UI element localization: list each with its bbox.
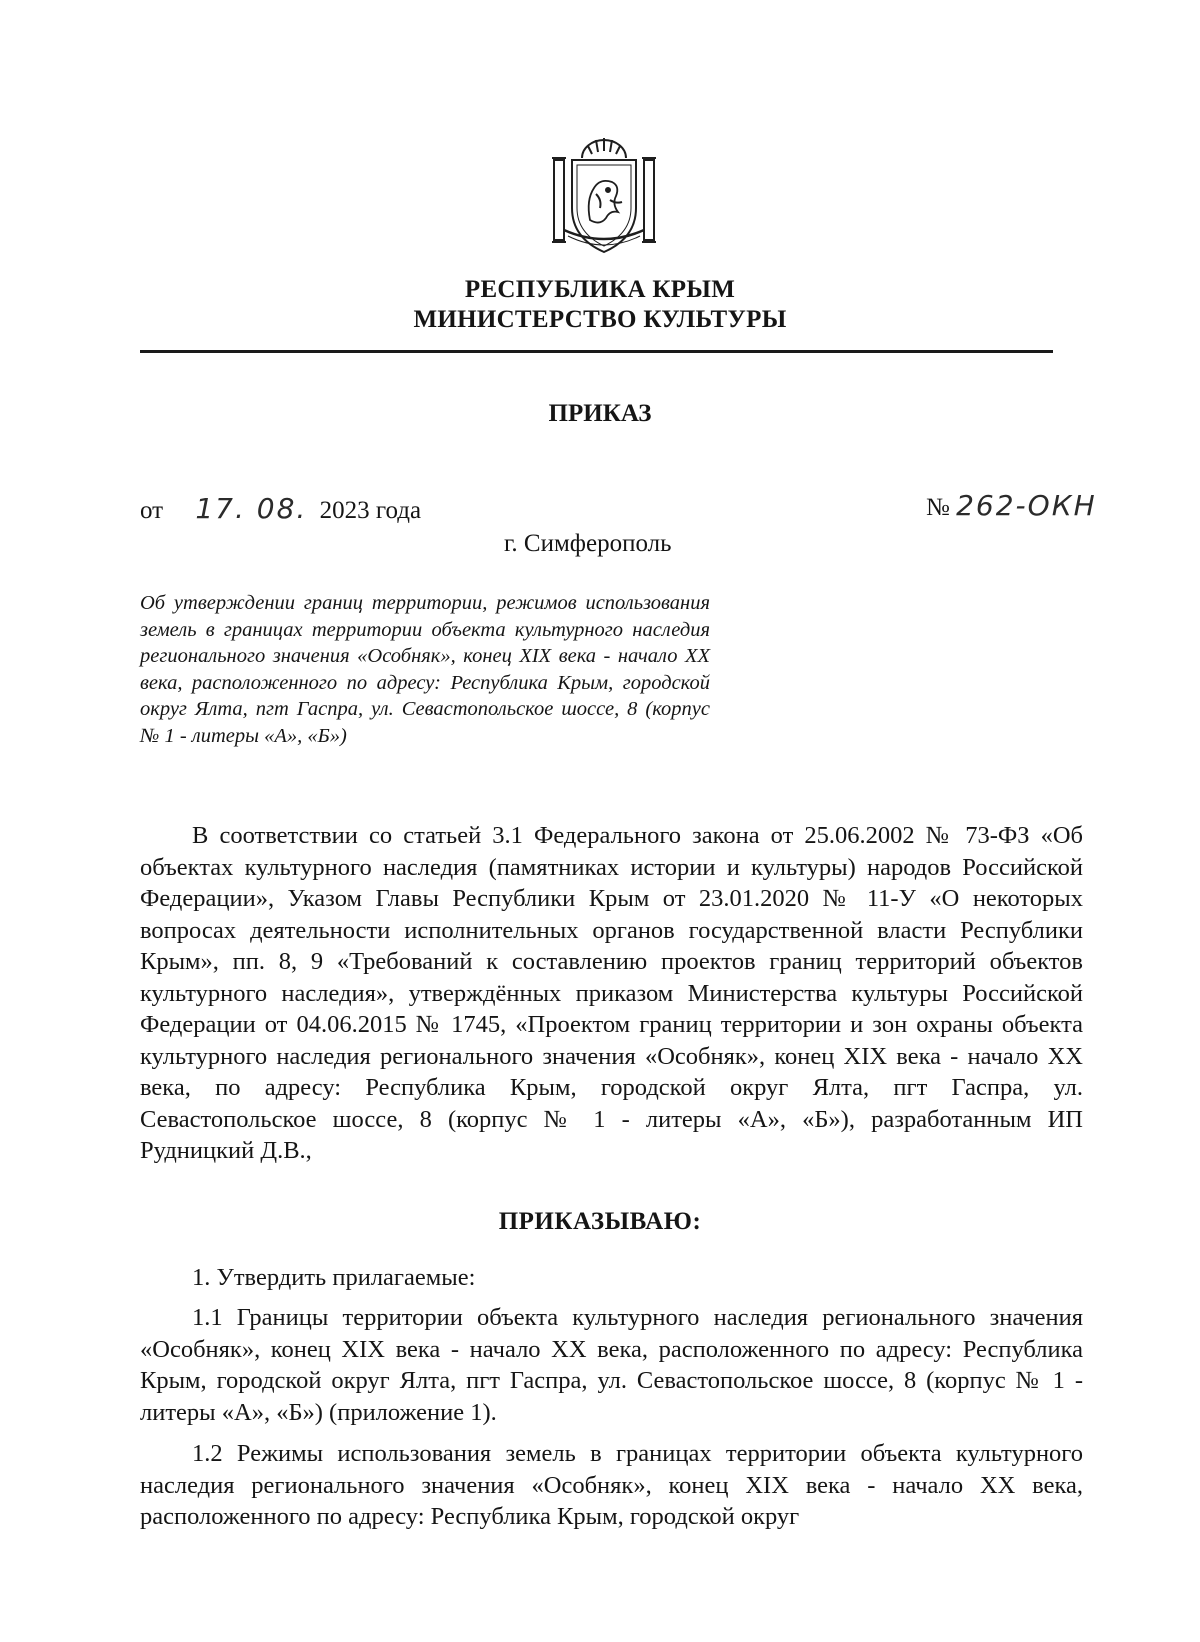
item-1-2 (140, 1438, 1083, 1533)
document-type-title: ПРИКАЗ (548, 400, 652, 427)
preamble-paragraph: В соответствии со статьей 3.1 Федерального закона от 25.06.2002 № 73-ФЗ «Об объектах культурного наследия (памятниках истории и культуры) народов Российской Федерации», Указом Главы Республики Крым от 23.01.2020 № 11-У «О некоторых вопросах деятельности исполнительных органов государственной власти Республики Крым», пп. 8, 9 «Требований к составлению проектов границ территорий объектов культурного наследия», утверждённых приказом Министерства культуры Российской Федерации от 04.06.2015 № 1745, «Проектом границ территории и зон охраны объекта культурного наследия регионального значения «Особняк», конец XIX века - начало XX века, по адресу: Республика Крым, городской округ Ялта, пгт Гаспра, ул. Севастопольское шоссе, 8 (корпус № 1 - литеры «А», «Б»), разработанным ИП Рудницкий Д.В., (140, 822, 1083, 1164)
coat-of-arms-emblem (550, 130, 658, 260)
header-rule (140, 350, 1053, 353)
number-handwritten: 262-ОКН (956, 489, 1097, 522)
order-word: ПРИКАЗЫВАЮ: (498, 1208, 702, 1235)
item-1-1-text: 1.1 Границы территории объекта культурного наследия регионального значения «Особняк», конец XIX века - начало XX века, расположенного по адресу: Республика Крым, городской округ Ялта, пгт Гаспра, ул. Севастопольское шоссе, 8 (корпус № 1 - литеры «А», «Б») (приложение 1). (140, 1304, 1083, 1426)
date-year: 2023 года (319, 497, 422, 524)
date-line (140, 492, 421, 525)
order-subject: Об утверждении границ территории, режимов использования земель в границах территории объекта культурного наследия регионального значения «Особняк», конец XIX века - начало XX века, расположенного по адресу: Республика Крым, городской округ Ялта, пгт Гаспра, ул. Севастопольское шоссе, 8 (корпус № 1 - литеры «А», «Б») (140, 592, 710, 747)
item-1: 1. Утвердить прилагаемые: (192, 1264, 476, 1291)
republic-title: РЕСПУБЛИКА КРЫМ (464, 276, 736, 303)
city: г. Симферополь (504, 530, 672, 557)
ministry-title: МИНИСТЕРСТВО КУЛЬТУРЫ (413, 306, 787, 333)
date-prefix: от (140, 497, 164, 524)
document-number (926, 489, 1097, 522)
date-handwritten: 17. 08. (195, 492, 308, 525)
preamble (140, 820, 1083, 1167)
number-sign: № (926, 494, 950, 521)
item-1-2-text: 1.2 Режимы использования земель в границах территории объекта культурного наследия регионального значения «Особняк», конец XIX века - начало XX века, расположенного по адресу: Республика Крым, городской округ (140, 1440, 1083, 1530)
item-1-1 (140, 1302, 1083, 1428)
